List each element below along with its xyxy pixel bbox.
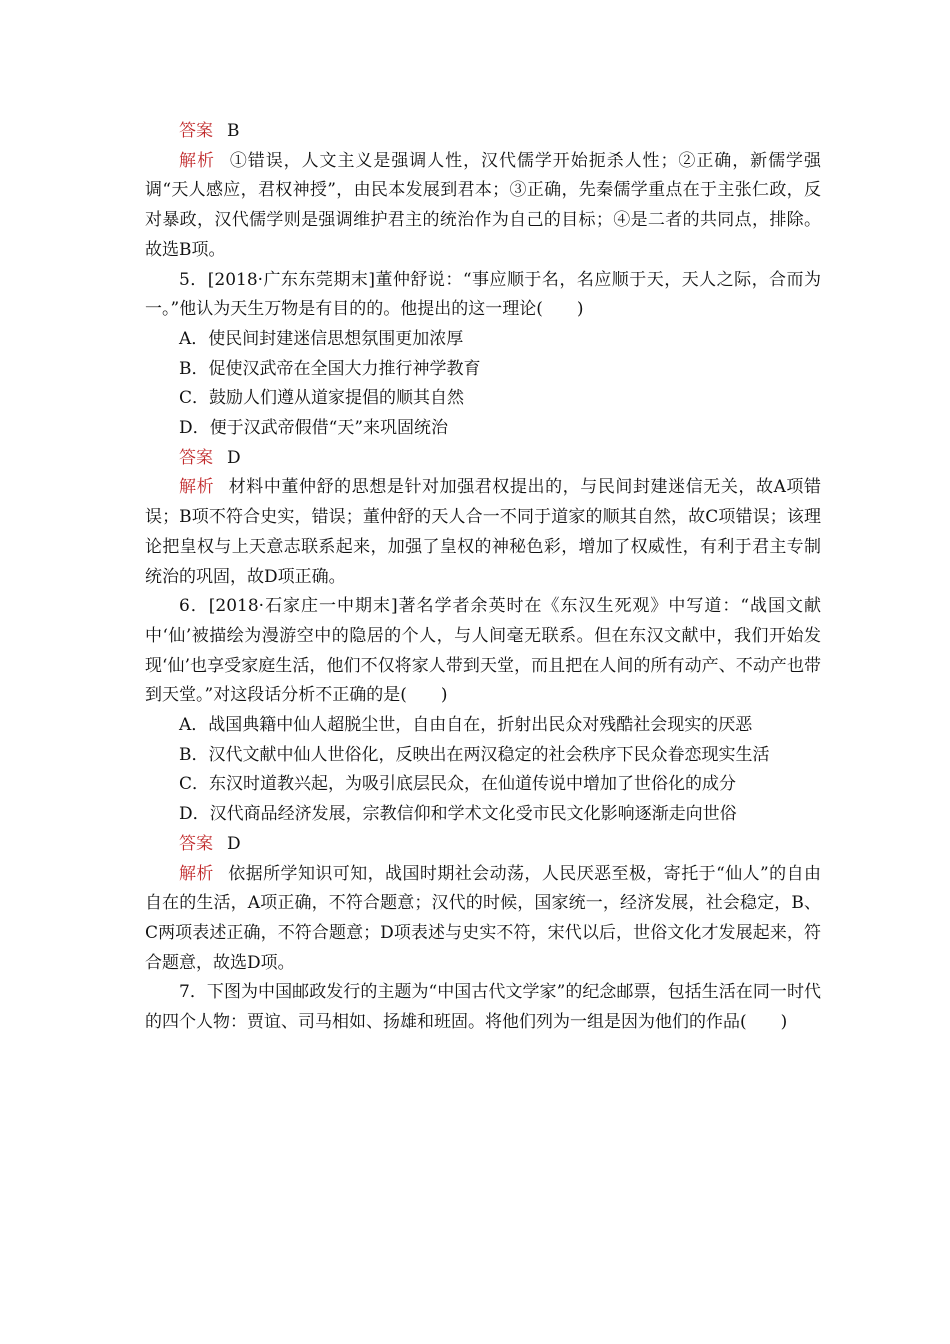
- q5-analysis: [145, 473, 821, 592]
- page-content: [145, 117, 821, 1038]
- q6-option-c: C．东汉时道教兴起，为吸引底层民众，在仙道传说中增加了世俗化的成分: [179, 774, 737, 795]
- q6-analysis: [145, 860, 821, 979]
- q5-analysis-text: 材料中董仲舒的思想是针对加强君权提出的，与民间封建迷信无关，故A项错误；B项不符合史实，错误；董仲舒的天人合一不同于道家的顺其自然，故C项错误；该理论把皇权与上天意志联系起来，加强了皇权的神秘色彩，增加了权威性，有利于君主专制统治的巩固，故D项正确。: [145, 477, 821, 587]
- q5-option-c: C．鼓励人们遵从道家提倡的顺其自然: [179, 388, 465, 409]
- q4-analysis: [145, 147, 821, 266]
- q4-answer-value: B: [227, 121, 240, 141]
- answer-label: 答案: [179, 447, 213, 468]
- q7-stem: 7．下图为中国邮政发行的主题为“中国古代文学家”的纪念邮票，包括生活在同一时代的四个人物：贾谊、司马相如、扬雄和班固。将他们列为一组是因为他们的作品( ): [145, 982, 821, 1033]
- q5-answer-value: D: [227, 447, 241, 468]
- q5-option-d: D．便于汉武帝假借“天”来巩固统治: [179, 418, 449, 439]
- q6-option-d: D．汉代商品经济发展，宗教信仰和学术文化受市民文化影响逐渐走向世俗: [179, 804, 737, 825]
- analysis-label: 解析: [179, 863, 214, 884]
- q6-answer: [145, 830, 821, 860]
- answer-label: 答案: [179, 833, 213, 854]
- q6-analysis-text: 依据所学知识可知，战国时期社会动荡，人民厌恶至极，寄托于“仙人”的自由自在的生活，A项正确，不符合题意；汉代的时候，国家统一，经济发展，社会稳定，B、C两项表述正确，不符合题意；D项表述与史实不符，宋代以后，世俗文化才发展起来，符合题意，故选D项。: [145, 863, 821, 973]
- q6-option-a: A．战国典籍中仙人超脱尘世，自由自在，折射出民众对残酷社会现实的厌恶: [179, 715, 753, 736]
- analysis-label: 解析: [179, 477, 215, 498]
- q6-stem: 6．[2018·石家庄一中期末]著名学者余英时在《东汉生死观》中写道：“战国文献中‘仙’被描绘为漫游空中的隐居的个人，与人间毫无联系。但在东汉文献中，我们开始发现‘仙’也享受家庭生活，他们不仅将家人带到天堂，而且把在人间的所有动产、不动产也带到天堂。”对这段话分析不正确的是( ): [145, 596, 821, 706]
- q4-analysis-text: ①错误，人文主义是强调人性，汉代儒学开始扼杀人性；②正确，新儒学强调“天人感应，君权神授”，由民本发展到君本；③正确，先秦儒学重点在于主张仁政，反对暴政，汉代儒学则是强调维护君主的统治作为自己的目标；④是二者的共同点，排除。故选B项。: [145, 150, 822, 260]
- q6-option-b: B．汉代文献中仙人世俗化，反映出在两汉稳定的社会秩序下民众眷恋现实生活: [179, 744, 770, 765]
- q5-option-b: B．促使汉武帝在全国大力推行神学教育: [179, 358, 481, 379]
- q5-stem: 5．[2018·广东东莞期末]董仲舒说：“事应顺于名，名应顺于天，天人之际，合而为一。”他认为天生万物是有目的的。他提出的这一理论( ): [145, 269, 821, 320]
- q4-answer: [145, 117, 821, 147]
- q6-answer-value: D: [227, 833, 241, 854]
- q5-option-a: A．使民间封建迷信思想氛围更加浓厚: [179, 328, 464, 349]
- analysis-label: 解析: [179, 150, 215, 171]
- answer-label: 答案: [179, 121, 213, 141]
- q5-answer: [145, 444, 821, 474]
